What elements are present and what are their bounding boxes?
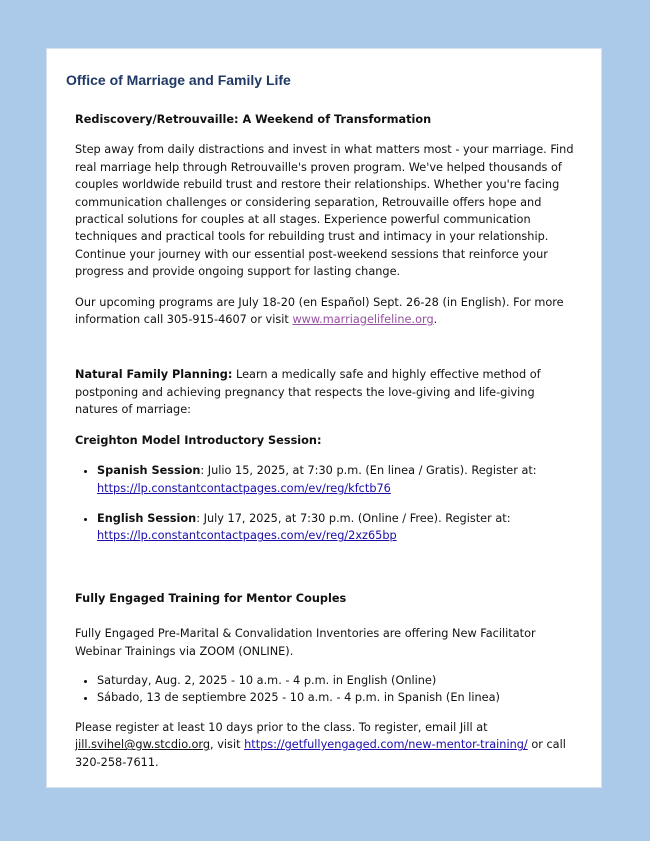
call-text: or call 320-258-7611.	[75, 738, 566, 769]
nfp-paragraph	[75, 366, 581, 418]
training-dates-list	[75, 672, 581, 707]
english-session-link[interactable]: https://lp.constantcontactpages.com/ev/reg/2xz65bp	[97, 529, 397, 543]
document-content	[75, 111, 581, 771]
session-details: : July 17, 2025, at 7:30 p.m. (Online / Free). Register at:	[196, 511, 511, 525]
fully-engaged-link[interactable]: https://getfullyengaged.com/new-mentor-training/	[244, 738, 528, 752]
session-item-english	[97, 510, 581, 545]
visit-text: , visit	[210, 738, 245, 752]
training-date-item: • Sábado, 13 de septiembre 2025 - 10 a.m. - 4 p.m. in Spanish (En linea)	[97, 689, 581, 706]
retrouvaille-body: Step away from daily distractions and invest in what matters most - your marriage. Find real marriage help through Retrouvaille's proven program. We've helped thousands of couples worldwide rebuild trust and restore their relationships. Whether you're facing communication challenges or considering separation, Retrouvaille offers hope and practical solutions for couples at all stages. Experience powerful communication techniques and practical tools for rebuilding trust and intimacy in your relationship. Continue your journey with our essential post-weekend sessions that reinforce your progress and provide ongoing support for lasting change.	[75, 143, 574, 279]
session-item-spanish	[97, 462, 581, 497]
email-link[interactable]: jill.svihel@gw.stcdio.org	[75, 738, 211, 752]
document-page	[46, 48, 602, 788]
session-label: Spanish Session	[97, 464, 201, 478]
session-details: : Julio 15, 2025, at 7:30 p.m. (En linea / Gratis). Register at:	[200, 464, 537, 478]
upcoming-end: .	[433, 313, 438, 327]
registration-paragraph	[75, 719, 581, 771]
register-text: Please register at least 10 days prior to the class. To register, email Jill at	[75, 720, 488, 734]
creighton-heading: Creighton Model Introductory Session:	[75, 433, 322, 447]
retrouvaille-upcoming	[75, 294, 581, 329]
marriagelifeline-link[interactable]: www.marriagelifeline.org	[292, 313, 434, 327]
org-title: Office of Marriage and Family Life	[66, 72, 291, 88]
upcoming-text: Our upcoming programs are July 18-20 (en Español) Sept. 26-28 (in English). For more information call 305-915-4607 or visit	[75, 295, 564, 327]
fully-engaged-heading: Fully Engaged Training for Mentor Couples	[75, 591, 347, 605]
spanish-session-link[interactable]: https://lp.constantcontactpages.com/ev/reg/kfctb76	[97, 481, 391, 495]
retrouvaille-heading: Rediscovery/Retrouvaille: A Weekend of Transformation	[75, 113, 432, 126]
training-date-item: • Saturday, Aug. 2, 2025 - 10 a.m. - 4 p.m. in English (Online)	[97, 672, 581, 689]
nfp-body: Learn a medically safe and highly effective method of postponing and achieving pregnancy that respects the love-giving and life-giving natures of marriage:	[75, 368, 541, 417]
nfp-heading: Natural Family Planning:	[75, 368, 233, 382]
session-label: English Session	[97, 511, 197, 525]
session-list	[75, 462, 581, 545]
fully-engaged-body: Fully Engaged Pre-Marital & Convalidation Inventories are offering New Facilitator Webinar Trainings via ZOOM (ONLINE).	[75, 627, 536, 658]
